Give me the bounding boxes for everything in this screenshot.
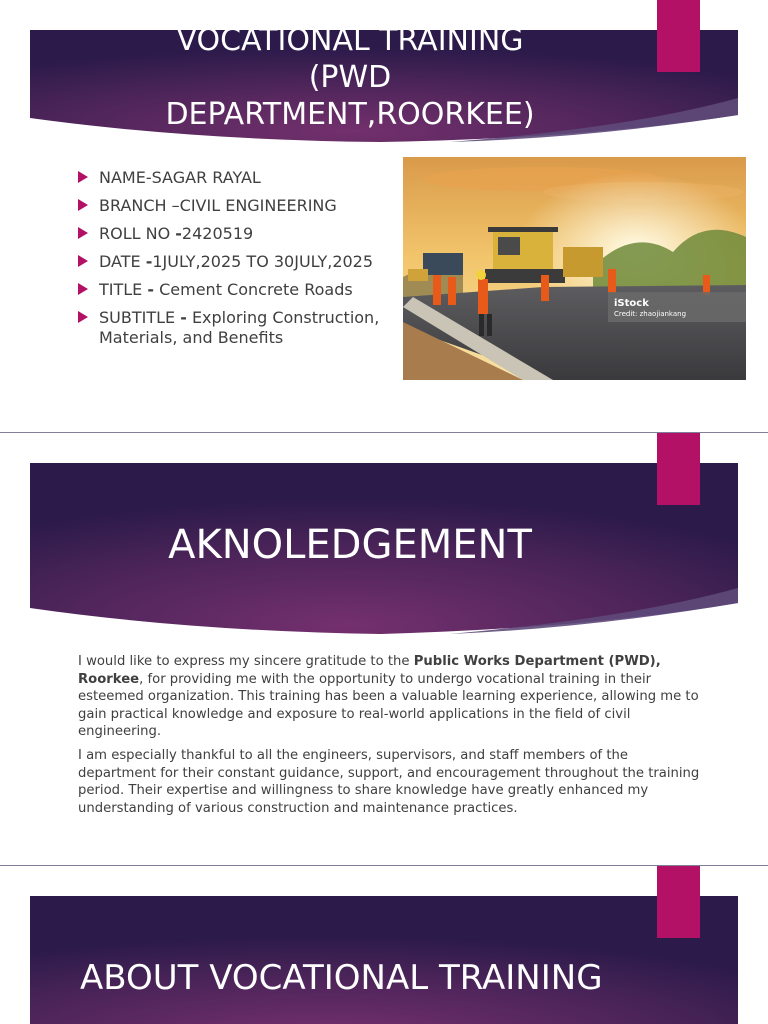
bullet-text: NAME-SAGAR RAYAL bbox=[99, 168, 261, 187]
bullet-value: 1JULY,2025 TO 30JULY,2025 bbox=[152, 252, 374, 271]
list-item bbox=[78, 280, 398, 300]
about-banner bbox=[30, 896, 738, 1024]
paragraph-text: I would like to express my sincere gratitude to the bbox=[78, 654, 414, 669]
arrow-bullet-icon bbox=[78, 227, 88, 239]
acknowledgement-paragraph-1 bbox=[78, 653, 703, 741]
list-item bbox=[78, 224, 398, 244]
road-construction-illustration bbox=[403, 157, 746, 380]
title-line-3: DEPARTMENT,ROORKEE) bbox=[165, 97, 535, 132]
arrow-bullet-icon bbox=[78, 283, 88, 295]
accent-tab bbox=[657, 433, 700, 505]
slide-acknowledgement bbox=[0, 433, 768, 865]
acknowledgement-title: AKNOLEDGEMENT bbox=[168, 522, 532, 568]
bullet-separator: - bbox=[147, 280, 155, 299]
list-item bbox=[78, 308, 398, 348]
details-list bbox=[78, 168, 398, 356]
list-item bbox=[78, 196, 398, 216]
photo-credit: Credit: zhaojiankang bbox=[614, 310, 687, 318]
about-title: ABOUT VOCATIONAL TRAINING bbox=[80, 958, 603, 998]
accent-tab bbox=[657, 0, 700, 72]
bullet-value: Cement Concrete Roads bbox=[154, 280, 353, 299]
title-line-2: (PWD bbox=[308, 60, 392, 95]
list-item bbox=[78, 252, 398, 272]
slide-title-text bbox=[30, 22, 670, 133]
bullet-value: 2420519 bbox=[181, 224, 254, 243]
title-line-1: VOCATIONAL TRAINING bbox=[176, 23, 524, 58]
bullet-separator: - bbox=[175, 224, 182, 243]
road-construction-photo bbox=[403, 157, 746, 380]
arrow-bullet-icon bbox=[78, 311, 88, 323]
title-banner bbox=[30, 23, 738, 145]
bullet-text: ROLL NO bbox=[99, 224, 176, 243]
acknowledgement-paragraph-2: I am especially thankful to all the engineers, supervisors, and staff members of the department for their constant guidance, support, and encouragement throughout the training period. Their expertise and willingness to share knowledge have greatly enhanced my understanding of various construction and maintenance practices. bbox=[78, 748, 700, 816]
arrow-bullet-icon bbox=[78, 199, 88, 211]
arrow-bullet-icon bbox=[78, 171, 88, 183]
accent-tab bbox=[657, 866, 700, 938]
bullet-value: Exploring Construction, Materials, and Benefits bbox=[99, 308, 380, 347]
slide-title bbox=[0, 0, 768, 432]
bullet-text: TITLE bbox=[99, 280, 148, 299]
list-item bbox=[78, 168, 398, 188]
bullet-separator: - bbox=[145, 252, 153, 271]
bullet-separator: - bbox=[180, 308, 187, 327]
arrow-bullet-icon bbox=[78, 255, 88, 267]
paragraph-emphasis: Public Works Department (PWD), Roorkee bbox=[78, 654, 661, 687]
bullet-text: SUBTITLE bbox=[99, 308, 181, 327]
istock-watermark: iStock bbox=[614, 298, 649, 309]
bullet-text: BRANCH –CIVIL ENGINEERING bbox=[99, 196, 337, 215]
acknowledgement-banner bbox=[30, 463, 738, 638]
paragraph-text: , for providing me with the opportunity to undergo vocational training in their esteemed organization. This training has been a valuable learning experience, allowing me to gain practical knowledge and exposure to real-world applications in the field of civil engineering. bbox=[78, 671, 699, 739]
slide-about-training bbox=[0, 866, 768, 1024]
bullet-text: DATE bbox=[99, 252, 146, 271]
